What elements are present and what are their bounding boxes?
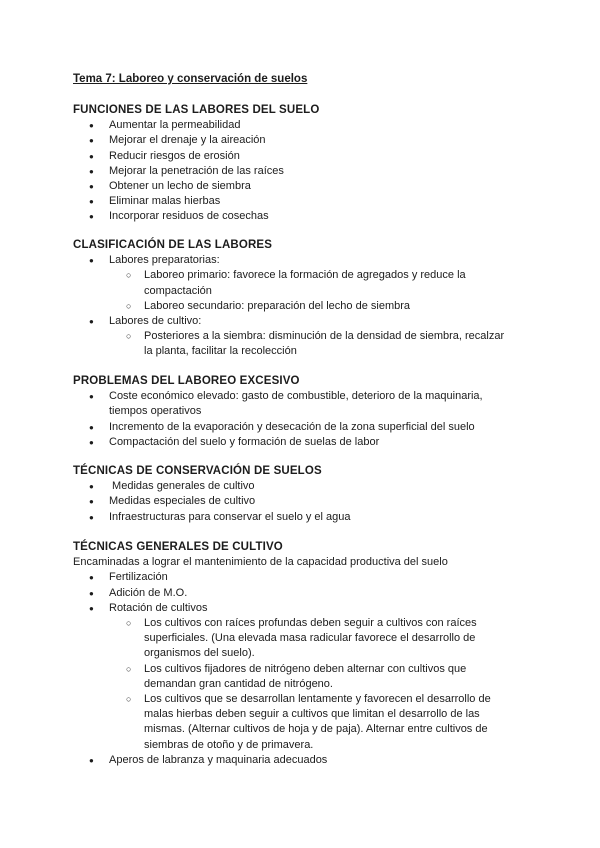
list-item-text: Rotación de cultivos bbox=[109, 601, 208, 614]
section-tecnicas-generales bbox=[0, 540, 600, 768]
list-item: ● Eliminar malas hierbas bbox=[0, 194, 600, 209]
list-item bbox=[0, 314, 600, 360]
sub-list-item: ○ Los cultivos con raíces profundas deben seguir a cultivos con raíces superficiales. (Una elevada masa radicular favorece el desarrollo de organismos del suelo). bbox=[0, 616, 600, 662]
list-item-text: Labores de cultivo: bbox=[109, 315, 202, 328]
list-item-text: Labores preparatorias: bbox=[109, 254, 220, 267]
document-title: Tema 7: Laboreo y conservación de suelos bbox=[73, 73, 308, 85]
sub-bullet-list bbox=[109, 616, 508, 753]
list-item: ● Reducir riesgos de erosión bbox=[0, 149, 600, 164]
list-item: ● Mejorar el drenaje y la aireación bbox=[0, 133, 600, 148]
bullet-list bbox=[0, 118, 600, 224]
bullet-list bbox=[0, 389, 600, 450]
section-heading: CLASIFICACIÓN DE LAS LABORES bbox=[73, 239, 273, 251]
bullet-list bbox=[0, 253, 600, 359]
bullet-list bbox=[0, 570, 600, 768]
list-item: ● Coste económico elevado: gasto de combustible, deterioro de la maquinaria, tiempos operativos bbox=[0, 389, 600, 419]
section-heading: TÉCNICAS DE CONSERVACIÓN DE SUELOS bbox=[73, 465, 322, 477]
list-item: ● Compactación del suelo y formación de suelas de labor bbox=[0, 435, 600, 450]
bullet-list bbox=[0, 479, 600, 525]
section-intro: Encaminadas a lograr el mantenimiento de la capacidad productiva del suelo bbox=[73, 556, 448, 569]
section-heading: PROBLEMAS DEL LABOREO EXCESIVO bbox=[73, 375, 300, 387]
list-item: ● Aumentar la permeabilidad bbox=[0, 118, 600, 133]
list-item: ● Medidas especiales de cultivo bbox=[0, 494, 600, 509]
list-item: ● Incremento de la evaporación y desecación de la zona superficial del suelo bbox=[0, 420, 600, 435]
list-item: ● Fertilización bbox=[0, 570, 600, 585]
sub-list-item: ○ Laboreo primario: favorece la formación de agregados y reduce la compactación bbox=[0, 268, 600, 298]
section-heading: FUNCIONES DE LAS LABORES DEL SUELO bbox=[73, 104, 320, 116]
section-problemas bbox=[0, 374, 600, 450]
sub-list-item: ○ Posteriores a la siembra: disminución de la densidad de siembra, recalzar la planta, facilitar la recolección bbox=[0, 329, 600, 359]
section-clasificacion bbox=[0, 238, 600, 360]
section-heading: TÉCNICAS GENERALES DE CULTIVO bbox=[73, 541, 283, 553]
section-tecnicas-conservacion bbox=[0, 464, 600, 525]
list-item bbox=[0, 253, 600, 314]
sub-list-item: ○ Los cultivos que se desarrollan lentamente y favorecen el desarrollo de malas hierbas deben seguir a cultivos que limitan el desarrollo de las mismas. (Alternar cultivos de hoja y de paja). Alternar entre cultivos de siembras de otoño y de primavera. bbox=[0, 692, 600, 753]
list-item: ● Medidas generales de cultivo bbox=[0, 479, 600, 494]
list-item: ● Adición de M.O. bbox=[0, 586, 600, 601]
list-item: ● Mejorar la penetración de las raíces bbox=[0, 164, 600, 179]
list-item: ● Aperos de labranza y maquinaria adecuados bbox=[0, 753, 600, 768]
sub-list-item: ○ Los cultivos fijadores de nitrógeno deben alternar con cultivos que demandan gran cantidad de nitrógeno. bbox=[0, 662, 600, 692]
list-item bbox=[0, 601, 600, 753]
list-item: ● Obtener un lecho de siembra bbox=[0, 179, 600, 194]
sub-bullet-list bbox=[109, 268, 508, 314]
list-item: ● Incorporar residuos de cosechas bbox=[0, 209, 600, 224]
sub-list-item: ○ Laboreo secundario: preparación del lecho de siembra bbox=[0, 299, 600, 314]
section-funciones bbox=[0, 103, 600, 225]
sub-bullet-list bbox=[109, 329, 508, 359]
list-item: ● Infraestructuras para conservar el suelo y el agua bbox=[0, 510, 600, 525]
